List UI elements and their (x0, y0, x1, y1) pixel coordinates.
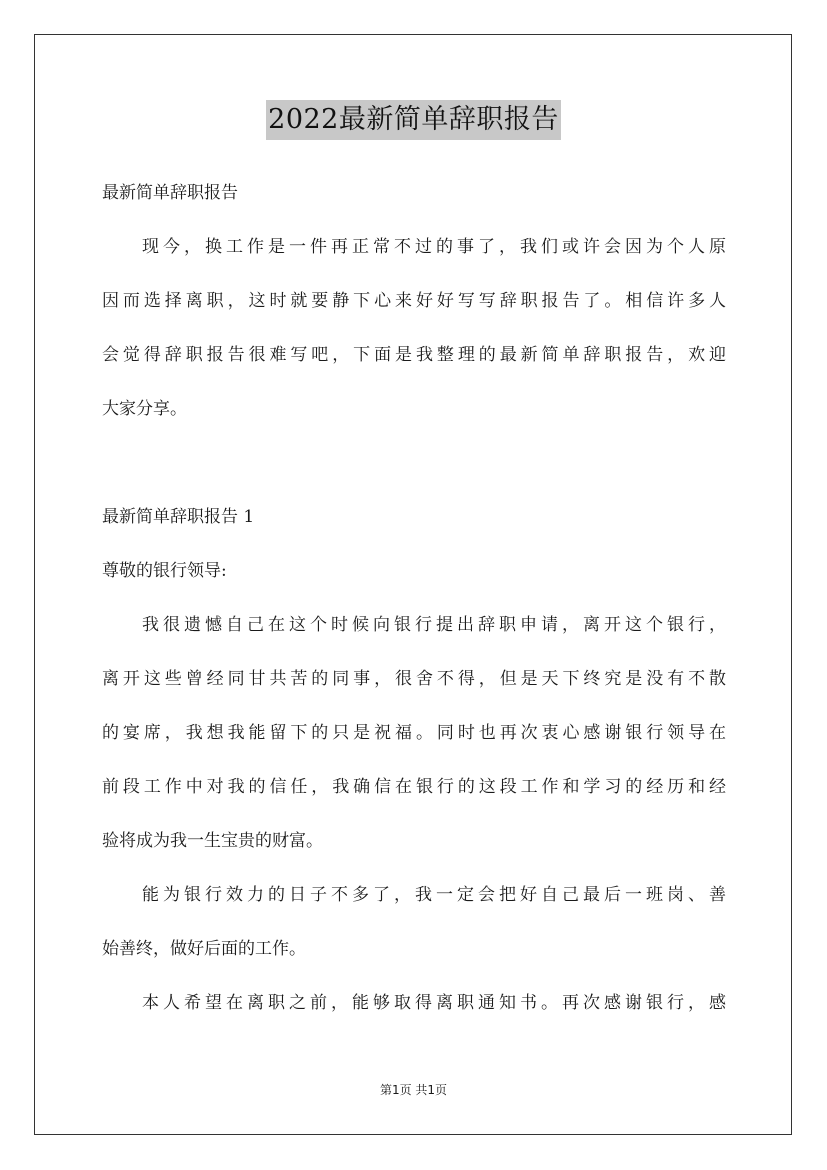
document-subtitle: 最新简单辞职报告 (102, 183, 238, 203)
intro-line: 大家分享。 (102, 399, 187, 419)
salutation: 尊敬的银行领导: (102, 561, 227, 581)
intro-line: 会觉得辞职报告很难写吧，下面是我整理的最新简单辞职报告，欢迎 (102, 345, 726, 365)
paragraph-line: 能为银行效力的日子不多了，我一定会把好自己最后一班岗、善 (142, 885, 726, 905)
paragraph-line: 始善终，做好后面的工作。 (102, 939, 306, 959)
document-title: 2022最新简单辞职报告 (266, 100, 561, 140)
paragraph-line: 验将成为我一生宝贵的财富。 (102, 831, 323, 851)
paragraph-line: 本人希望在离职之前，能够取得离职通知书。再次感谢银行，感 (142, 993, 726, 1013)
intro-line: 因而选择离职，这时就要静下心来好好写写辞职报告了。相信许多人 (102, 291, 726, 311)
section-heading: 最新简单辞职报告 1 (102, 507, 255, 527)
title-container (0, 100, 827, 140)
paragraph-line: 的宴席，我想我能留下的只是祝福。同时也再次衷心感谢银行领导在 (102, 723, 726, 743)
page-footer: 第1页 共1页 (379, 1083, 448, 1097)
paragraph-line: 离开这些曾经同甘共苦的同事，很舍不得，但是天下终究是没有不散 (102, 669, 726, 689)
paragraph-line: 前段工作中对我的信任，我确信在银行的这段工作和学习的经历和经 (102, 777, 726, 797)
intro-line: 现今，换工作是一件再正常不过的事了，我们或许会因为个人原 (142, 237, 726, 257)
paragraph-line: 我很遗憾自己在这个时候向银行提出辞职申请，离开这个银行， (142, 615, 726, 635)
